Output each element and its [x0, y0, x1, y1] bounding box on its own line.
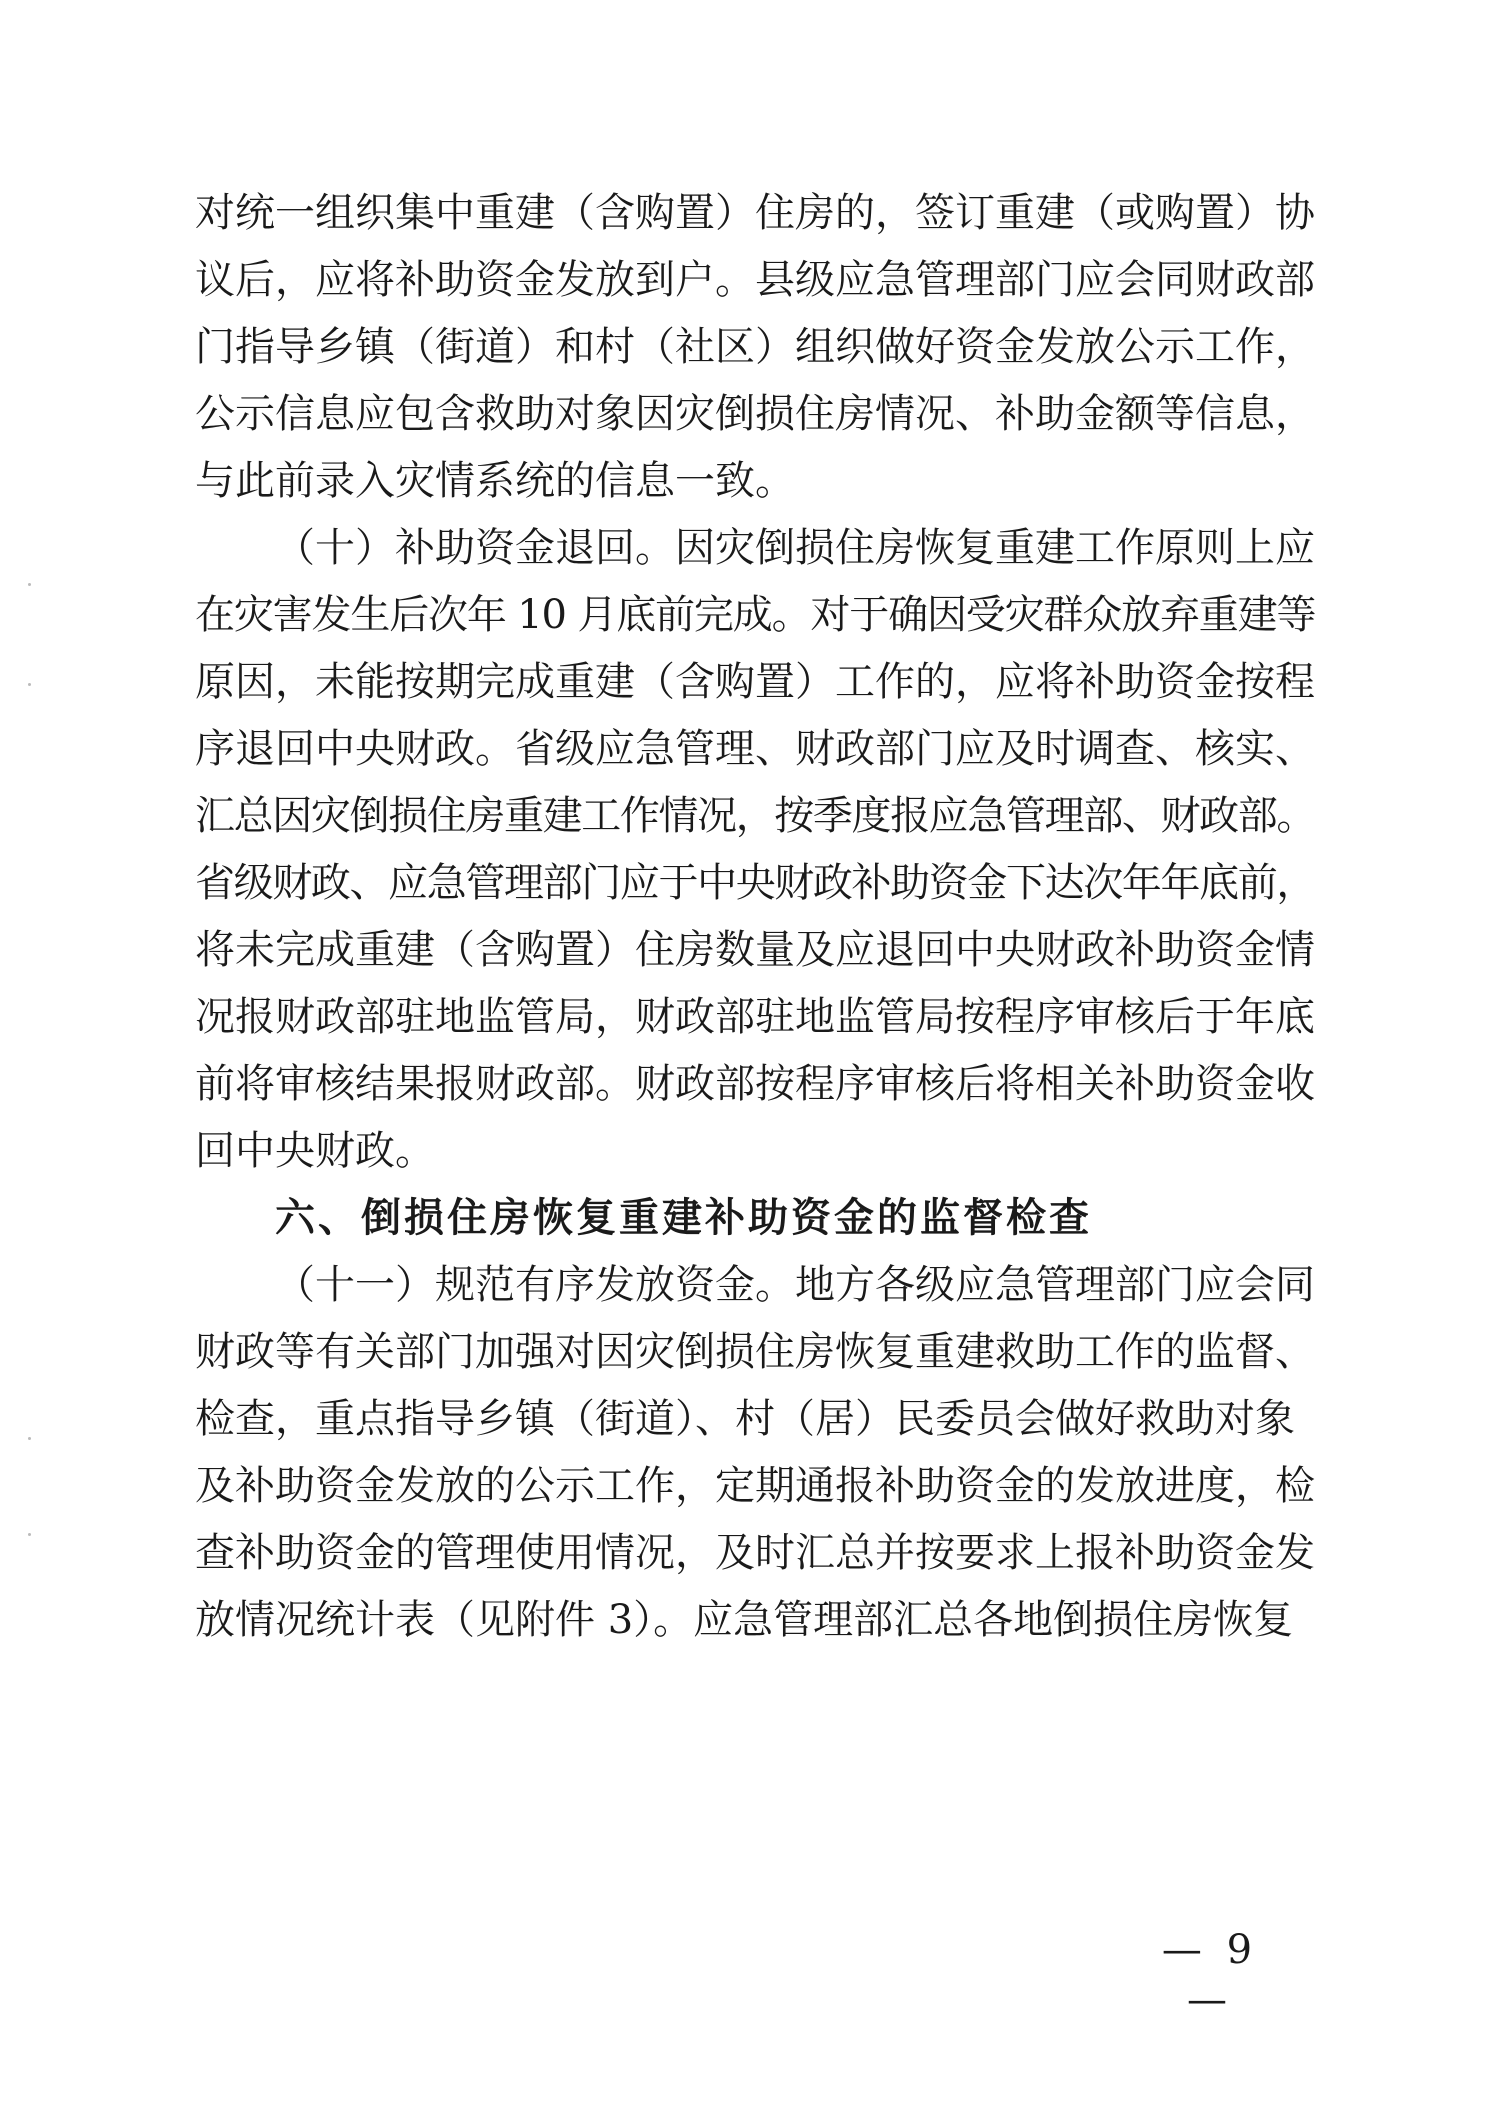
scan-speck — [28, 1437, 31, 1440]
scan-speck — [28, 583, 31, 586]
page-number: — 9 — — [1161, 1927, 1259, 2023]
body-line: 与此前录入灾情系统的信息一致。 — [195, 458, 795, 504]
section-10-line: 序退回中央财政。省级应急管理、财政部门应及时调查、核实、 — [195, 726, 1315, 772]
section-10-line: 在灾害发生后次年 10 月底前完成。对于确因受灾群众放弃重建等 — [195, 592, 1316, 638]
section-10-line: 回中央财政。 — [195, 1128, 435, 1174]
body-line: 议后，应将补助资金发放到户。县级应急管理部门应会同财政部 — [195, 257, 1315, 303]
section-11-line: 查补助资金的管理使用情况，及时汇总并按要求上报补助资金发 — [195, 1530, 1315, 1576]
section-10-line: 省级财政、应急管理部门应于中央财政补助资金下达次年年底前， — [195, 860, 1315, 906]
section-10-line: 前将审核结果报财政部。财政部按程序审核后将相关补助资金收 — [195, 1061, 1315, 1107]
scan-speck — [28, 683, 31, 686]
section-10-line: 原因，未能按期完成重建（含购置）工作的，应将补助资金按程 — [195, 659, 1315, 705]
section-11-line: （十一）规范有序发放资金。地方各级应急管理部门应会同 — [275, 1262, 1315, 1308]
section-11-line: 检查，重点指导乡镇（街道）、村（居）民委员会做好救助对象 — [195, 1396, 1295, 1442]
section-10-line: （十）补助资金退回。因灾倒损住房恢复重建工作原则上应 — [275, 525, 1315, 571]
section-11-line: 放情况统计表（见附件 3）。应急管理部汇总各地倒损住房恢复 — [195, 1597, 1294, 1643]
section-11-line: 财政等有关部门加强对因灾倒损住房恢复重建救助工作的监督、 — [195, 1329, 1315, 1375]
section-10-line: 将未完成重建（含购置）住房数量及应退回中央财政补助资金情 — [195, 927, 1315, 973]
section-10-line: 况报财政部驻地监管局，财政部驻地监管局按程序审核后于年底 — [195, 994, 1315, 1040]
body-line: 门指导乡镇（街道）和村（社区）组织做好资金发放公示工作， — [195, 324, 1315, 370]
body-line: 公示信息应包含救助对象因灾倒损住房情况、补助金额等信息， — [195, 391, 1315, 437]
section-10-line: 汇总因灾倒损住房重建工作情况，按季度报应急管理部、财政部。 — [195, 793, 1315, 839]
body-line: 对统一组织集中重建（含购置）住房的，签订重建（或购置）协 — [195, 190, 1315, 236]
scan-speck — [28, 1533, 31, 1536]
section-heading: 六、倒损住房恢复重建补助资金的监督检查 — [275, 1195, 1092, 1241]
section-11-line: 及补助资金发放的公示工作，定期通报补助资金的发放进度，检 — [195, 1463, 1315, 1509]
